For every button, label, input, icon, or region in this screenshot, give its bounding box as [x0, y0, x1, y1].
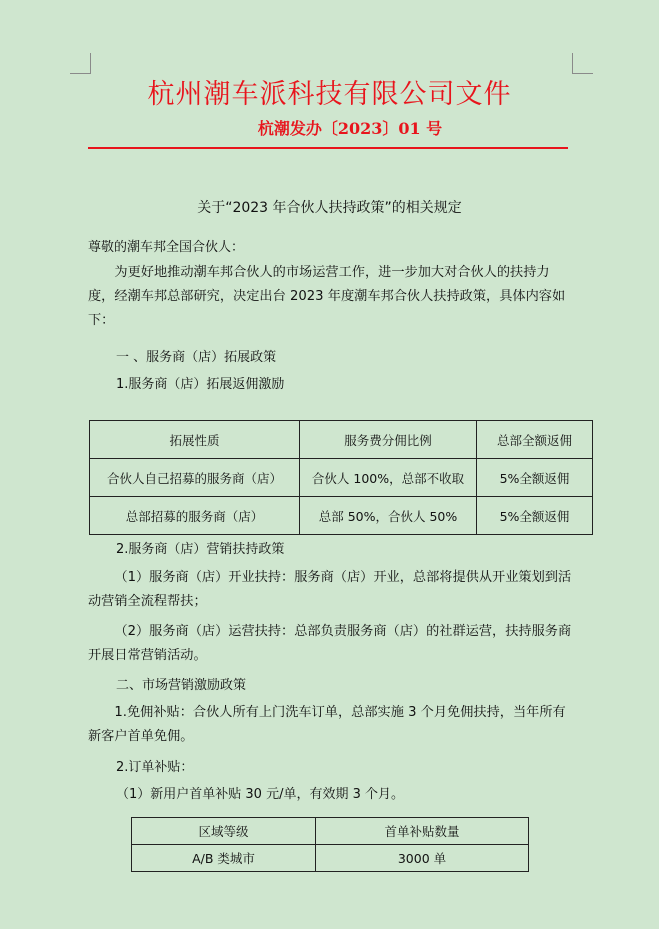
table-cell: 5%全额返佣	[477, 459, 593, 497]
section1-heading: 一 、服务商（店）拓展政策	[116, 350, 277, 365]
table-row	[90, 459, 593, 497]
rebate-table	[89, 420, 593, 535]
table-cell: 总部招募的服务商（店）	[90, 497, 300, 535]
table-row	[132, 845, 529, 872]
intro-paragraph: 为更好地推动潮车邦合伙人的市场运营工作，进一步加大对合伙人的扶持力度，经潮车邦总部研究，决定出台 2023 年度潮车邦合伙人扶持政策，具体内容如下：	[88, 265, 566, 328]
table-row	[90, 497, 593, 535]
table-header-cell: 区域等级	[132, 818, 316, 845]
document-title: 关于“2023 年合伙人扶持政策”的相关规定	[197, 200, 462, 216]
section1-item2: （2）服务商（店）运营扶持：总部负责服务商（店）的社群运营，扶持服务商开展日常营销活动。	[88, 624, 572, 663]
document-number: 杭潮发办〔2023〕01 号	[257, 119, 443, 138]
table-header-cell: 服务费分佣比例	[300, 421, 477, 459]
table-header-row	[90, 421, 593, 459]
company-title: 杭州潮车派科技有限公司文件	[147, 79, 512, 110]
section2-heading: 二、市场营销激励政策	[116, 678, 247, 693]
section1-sub1-heading: 1.服务商（店）拓展返佣激励	[116, 377, 285, 392]
subsidy-table	[131, 817, 529, 872]
table-header-cell: 总部全额返佣	[477, 421, 593, 459]
table-cell: 合伙人自己招募的服务商（店）	[90, 459, 300, 497]
table-header-row	[132, 818, 529, 845]
page-corner-mark	[572, 53, 593, 74]
table-cell: A/B 类城市	[132, 845, 316, 872]
page-corner-mark	[70, 53, 91, 74]
header-divider	[88, 147, 568, 149]
section2-sub2-heading: 2.订单补贴：	[116, 760, 194, 775]
section1-sub2-heading: 2.服务商（店）营销扶持政策	[116, 542, 285, 557]
table-cell: 5%全额返佣	[477, 497, 593, 535]
table-cell: 总部 50%，合伙人 50%	[300, 497, 477, 535]
salutation: 尊敬的潮车邦全国合伙人：	[88, 240, 245, 255]
table-header-cell: 首单补贴数量	[316, 818, 529, 845]
section1-item1: （1）服务商（店）开业扶持：服务商（店）开业，总部将提供从开业策划到活动营销全流程帮扶；	[88, 570, 572, 609]
table-cell: 3000 单	[316, 845, 529, 872]
table-header-cell: 拓展性质	[90, 421, 300, 459]
table-cell: 合伙人 100%，总部不收取	[300, 459, 477, 497]
section2-sub1: 1.免佣补贴：合伙人所有上门洗车订单，总部实施 3 个月免佣扶持，当年所有新客户首单免佣。	[88, 705, 566, 744]
section2-sub2-item1: （1）新用户首单补贴 30 元/单，有效期 3 个月。	[116, 787, 404, 802]
